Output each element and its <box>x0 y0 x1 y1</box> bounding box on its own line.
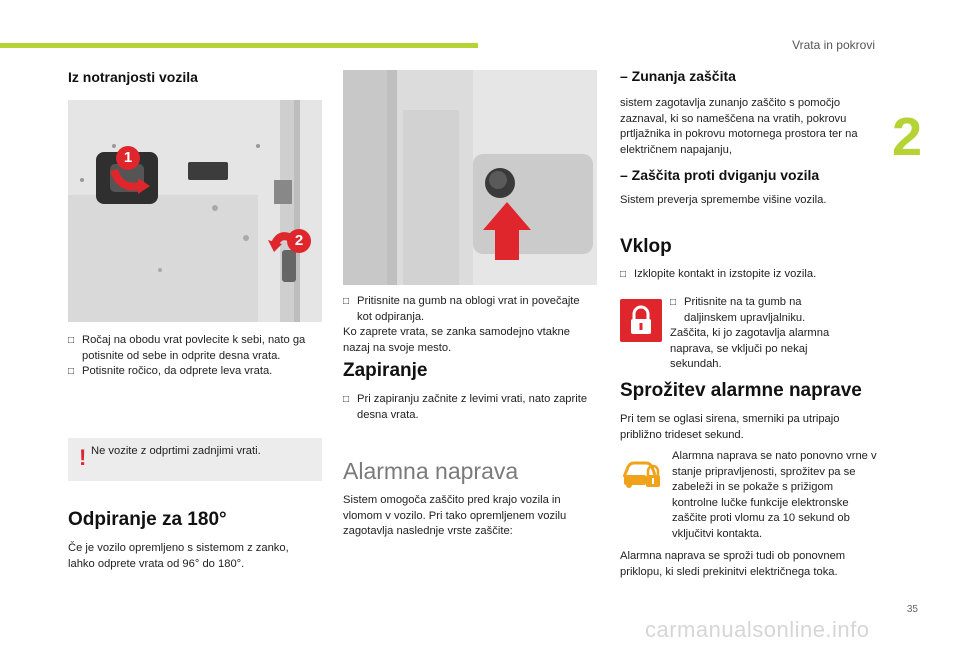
bullet-marker-icon: □ <box>343 296 350 307</box>
callout-2: 2 <box>287 229 311 253</box>
page-number: 35 <box>906 604 918 615</box>
bullet-marker-icon: □ <box>620 269 627 280</box>
heading-exterior-protection: – Zunanja zaščita <box>620 68 736 84</box>
heading-180-opening: Odpiranje za 180° <box>68 509 227 530</box>
lock-icon <box>620 299 662 342</box>
bullet-marker-icon: □ <box>343 394 350 405</box>
heading-alarm-trigger: Sprožitev alarmne naprave <box>620 380 862 401</box>
heading-lift-protection: – Zaščita proti dviganju vozila <box>620 167 820 183</box>
warning-exclamation-icon: ! <box>79 445 87 470</box>
heading-inside-vehicle: Iz notranjosti vozila <box>68 69 198 85</box>
section-title: Vrata in pokrovi <box>792 38 875 52</box>
alarm-car-lock-icon <box>622 455 662 491</box>
bullet-list-open <box>68 333 326 380</box>
paragraph-alarm-note: Alarmna naprava se nato ponovno vrne v stanje pripravljenosti, sprožitev pa se zabeleži in se pokaže s prižigom kontrolne lučke funkcije elektronske zaščite proti vlomu za 10 sekund ob vključitvi kontakta. <box>672 450 877 540</box>
callout-1: 1 <box>116 146 140 170</box>
list-item-text: Izklopite kontakt in izstopite iz vozila. <box>634 268 817 280</box>
alarm-warning-icon <box>622 455 662 491</box>
warning-text: Ne vozite z odprtimi zadnjimi vrati. <box>91 445 261 457</box>
watermark: carmanualsonline.info <box>645 617 870 642</box>
list-item <box>670 295 850 326</box>
bullet-marker-icon: □ <box>68 335 75 346</box>
door-interior-illustration <box>68 100 322 322</box>
paragraph-alarm-trigger: Pri tem se oglasi sirena, smerniki pa utripajo približno trideset sekund. <box>620 413 840 441</box>
paragraph-activation: Zaščita, ki jo zagotavlja alarmna naprava, se vključi po nekaj sekundah. <box>670 327 830 370</box>
list-item <box>68 364 326 380</box>
lock-glyph-icon <box>620 299 662 342</box>
paragraph-power-reconnect: Alarmna naprava se sproži tudi ob ponovnem priklopu, ki sledi prekinitvi električnega toka. <box>620 550 846 578</box>
list-item-text: Pri zapiranju začnite z levimi vrati, nato zaprite desna vrata. <box>357 393 588 421</box>
paragraph-180-opening: Če je vozilo opremljeno s sistemom z zanko, lahko odprete vrata od 96° do 180°. <box>68 542 289 570</box>
door-interior-photo <box>68 100 322 322</box>
list-item <box>620 267 875 283</box>
heading-closing: Zapiranje <box>343 360 428 381</box>
list-item <box>343 392 593 423</box>
list-item-text: Pritisnite na gumb na oblogi vrat in povečajte kot odpiranja. <box>357 295 580 323</box>
list-item-text: Ročaj na obodu vrat povlecite k sebi, nato ga potisnite od sebe in odprite desna vrata. <box>82 334 306 362</box>
bullet-marker-icon: □ <box>68 366 75 377</box>
paragraph-lift-protection: Sistem preverja spremembe višine vozila. <box>620 194 827 206</box>
door-button-illustration <box>343 70 597 285</box>
door-button-photo <box>343 70 597 285</box>
paragraph-alarm: Sistem omogoča zaščito pred krajo vozila in vlomom v vozilo. Pri tako opremljenem vozilu zagotavlja naslednje vrste zaščite: <box>343 494 567 537</box>
list-item <box>343 294 593 325</box>
header-accent-bar <box>0 43 478 48</box>
list-item-text: Pritisnite na ta gumb na daljinskem upravljalniku. <box>684 296 806 324</box>
chapter-number: 2 <box>892 107 923 167</box>
bullet-marker-icon: □ <box>670 297 677 308</box>
paragraph-exterior-protection: sistem zagotavlja zunanjo zaščito s pomočjo zaznaval, ki so nameščena na vratih, pokrovu prtljažnika in pokrovu motornega prostora ter na električnem napajanju, <box>620 97 858 156</box>
paragraph-loop: Ko zaprete vrata, se zanka samodejno vtakne nazaj na svoje mesto. <box>343 326 570 354</box>
list-item-text: Potisnite ročico, da odprete leva vrata. <box>82 365 273 377</box>
heading-activation: Vklop <box>620 236 672 257</box>
heading-alarm: Alarmna naprava <box>343 458 519 484</box>
list-item <box>68 333 326 364</box>
